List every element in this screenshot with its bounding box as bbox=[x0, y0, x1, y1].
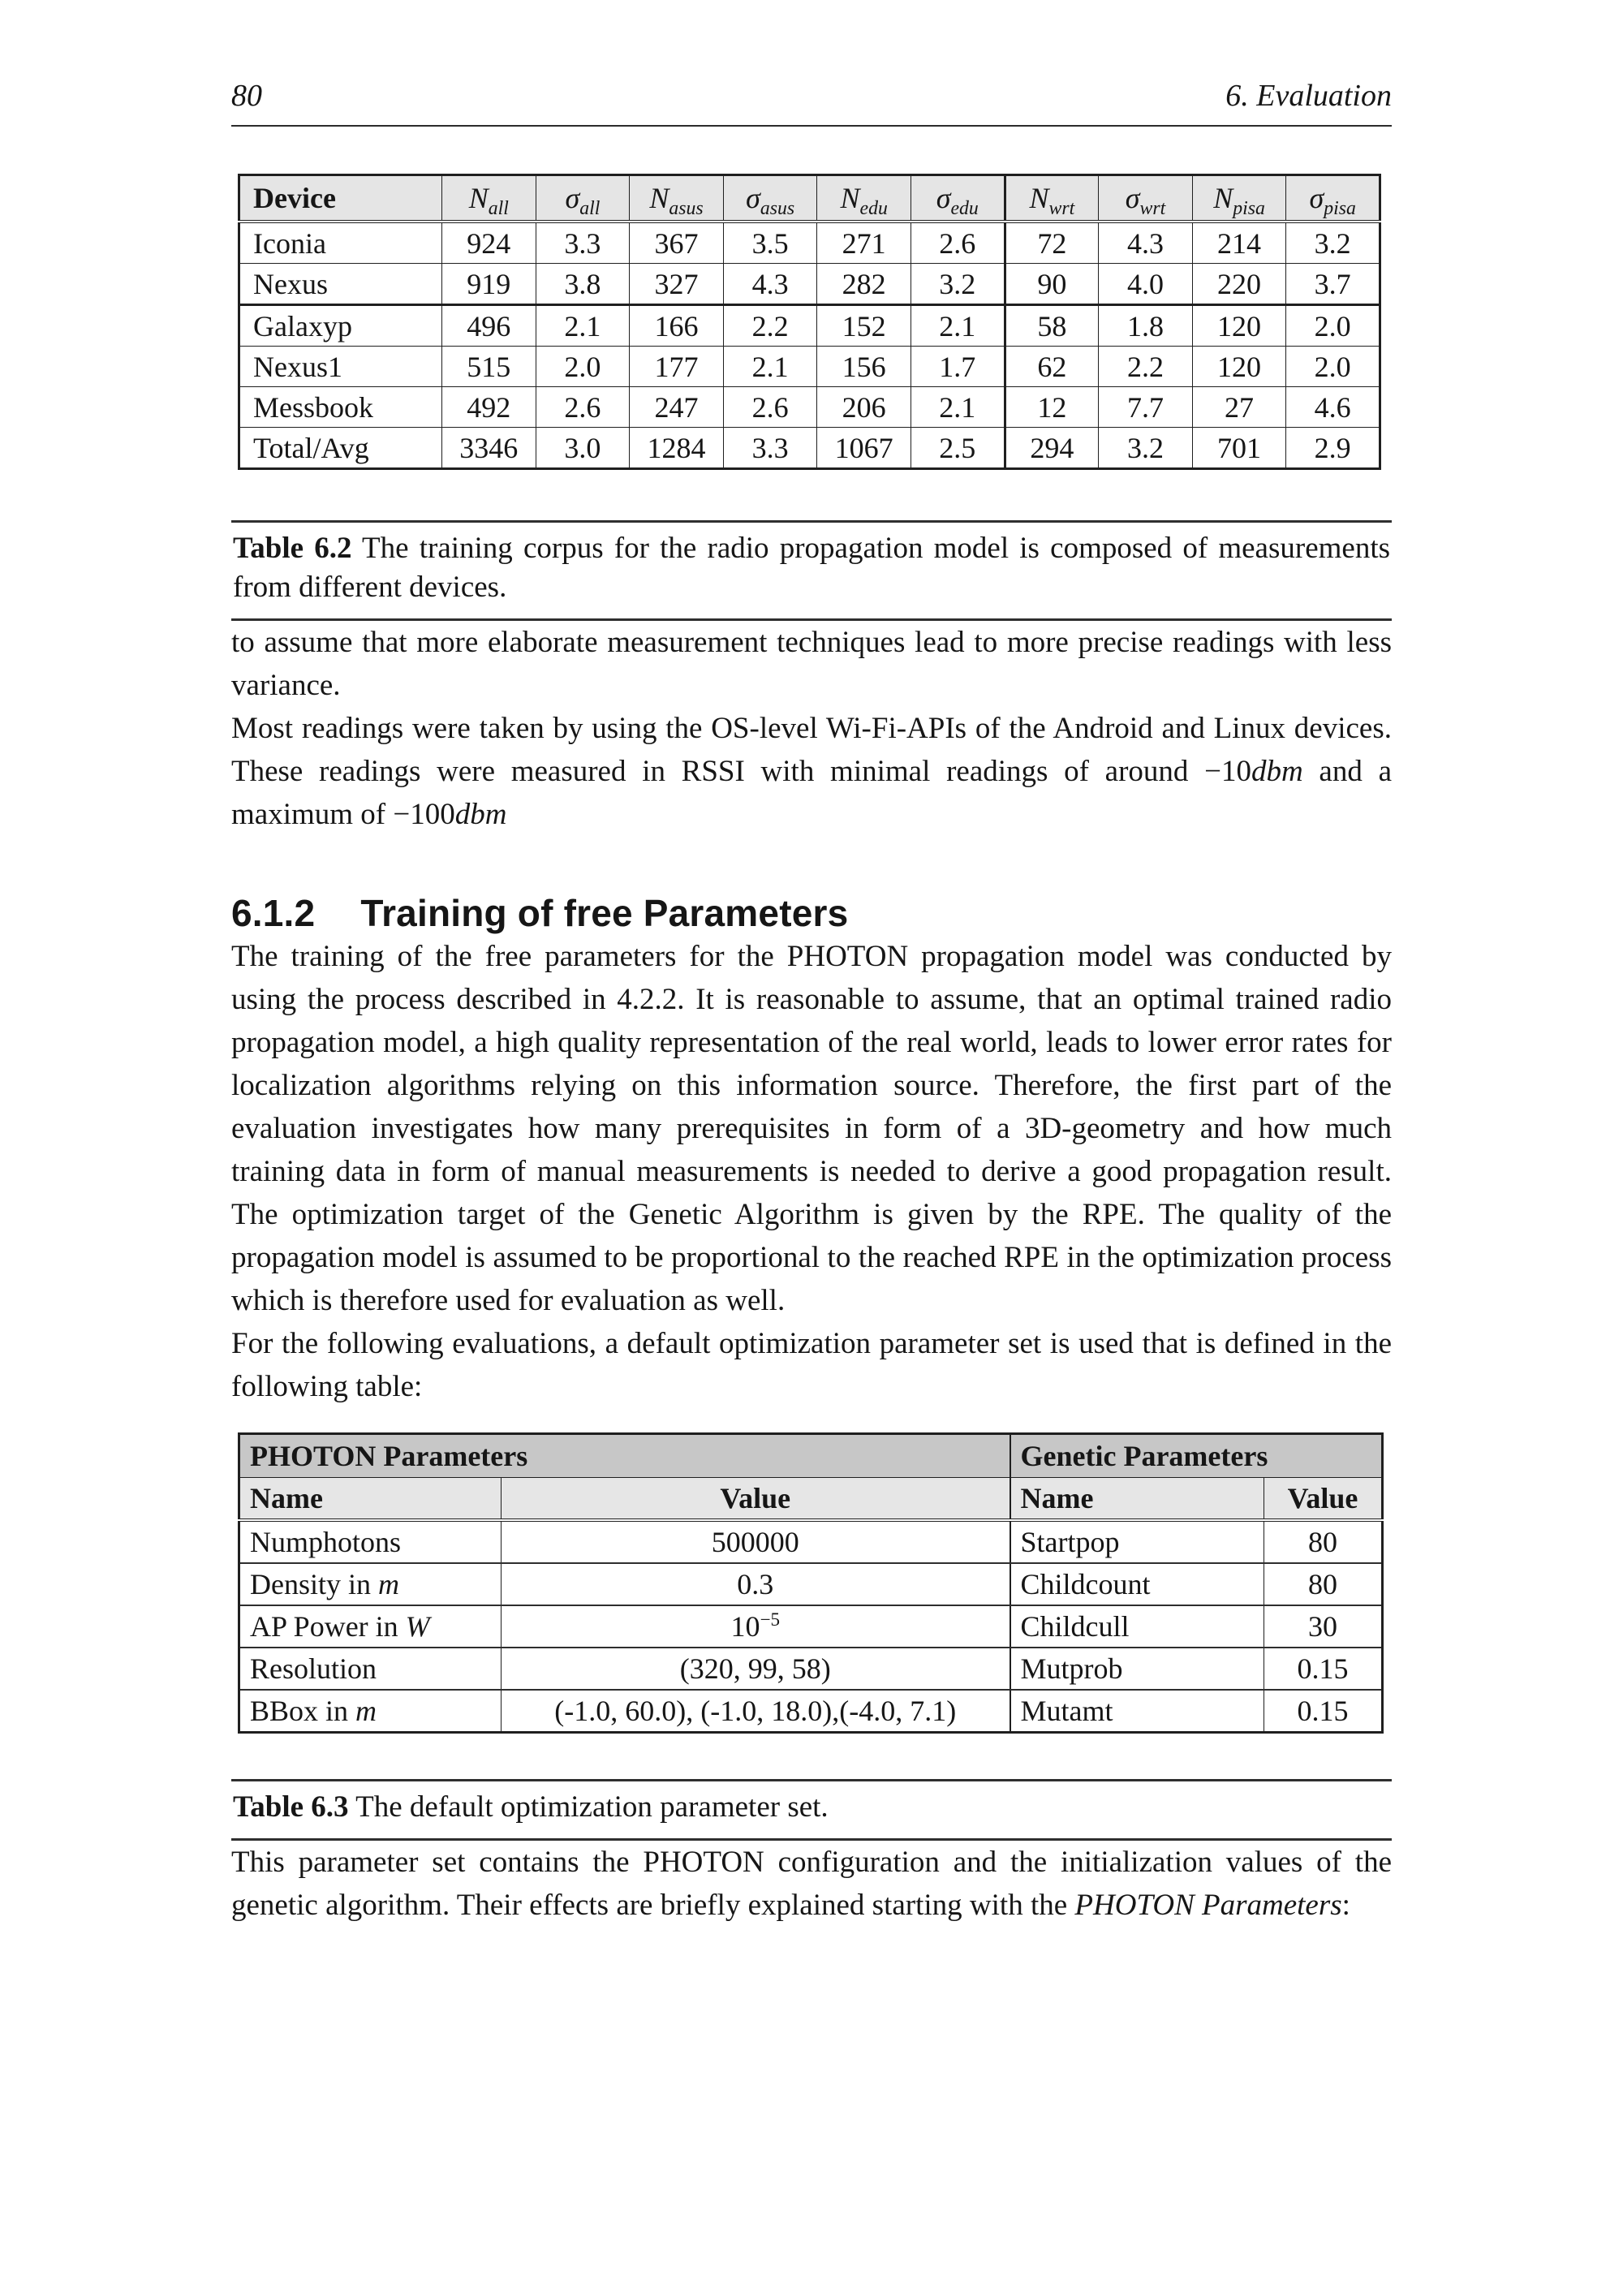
t62-value: 4.0 bbox=[1099, 264, 1193, 305]
page-content bbox=[231, 0, 1392, 1927]
t63-param-name: Numphotons bbox=[239, 1520, 502, 1563]
optimization-parameters-table-head bbox=[239, 1434, 1383, 1521]
t62-value: 1.7 bbox=[911, 347, 1005, 387]
t62-value: 2.2 bbox=[1099, 347, 1193, 387]
optimization-parameters-table-body bbox=[239, 1520, 1383, 1733]
t62-value: 62 bbox=[1005, 347, 1099, 387]
t62-value: 3.3 bbox=[536, 222, 630, 264]
t63-column-header-value-photon: Value bbox=[502, 1478, 1010, 1521]
t62-value: 120 bbox=[1192, 347, 1286, 387]
t62-value: 2.1 bbox=[723, 347, 817, 387]
page-number: 80 bbox=[231, 79, 262, 113]
t62-value: 156 bbox=[817, 347, 911, 387]
t63-param-value: 0.15 bbox=[1264, 1690, 1383, 1733]
t62-value: 4.3 bbox=[1099, 222, 1193, 264]
t62-device-name: Galaxyp bbox=[239, 305, 442, 347]
t63-row bbox=[239, 1520, 1383, 1563]
t62-value: 3.2 bbox=[1286, 222, 1380, 264]
table-6-3-caption bbox=[231, 1779, 1392, 1841]
t62-column-header-sigma-edu: $\sigma_{edu}$ bbox=[911, 175, 1005, 222]
t63-param-name: Density in m bbox=[239, 1563, 502, 1605]
device-measurements-table-head bbox=[239, 175, 1380, 222]
t63-param-name: Childcull bbox=[1010, 1605, 1264, 1648]
table-6-2-caption bbox=[231, 520, 1392, 621]
t63-column-header-value-genetic: Value bbox=[1264, 1478, 1383, 1521]
table-6-2-caption-text: The training corpus for the radio propagation model is composed of measurements from different devices. bbox=[233, 532, 1390, 604]
t63-param-name: Mutprob bbox=[1010, 1648, 1264, 1690]
paragraph-training: The training of the free parameters for the PHOTON propagation model was conducted by using the process described in 4.2.2. It is reasonable to assume, that an optimal trained radio propagation model, a high quality representation of the real world, leads to lower error rates for localization algorithms relying on this information source. Therefore, the first part of the evaluation investigates how many prerequisites in form of a 3D-geometry and how much training data in form of manual measurements is needed to derive a good propagation result. The optimization target of the Genetic Algorithm is given by the RPE. The quality of the propagation model is assumed to be proportional to the reached RPE in the optimization process which is therefore used for evaluation as well. bbox=[231, 940, 1392, 1317]
t62-value: 3.2 bbox=[1099, 428, 1193, 469]
t62-value: 4.6 bbox=[1286, 387, 1380, 428]
t62-value: 120 bbox=[1192, 305, 1286, 347]
t63-param-value: 80 bbox=[1264, 1563, 1383, 1605]
t62-value: 2.6 bbox=[723, 387, 817, 428]
t62-value: 90 bbox=[1005, 264, 1099, 305]
paragraph-variance: to assume that more elaborate measurement techniques lead to more precise readings with less variance. bbox=[231, 626, 1392, 702]
t62-value: 177 bbox=[630, 347, 724, 387]
t63-group-header-photon: PHOTON Parameters bbox=[239, 1434, 1010, 1478]
chapter-header: 6. Evaluation bbox=[1225, 79, 1392, 113]
t63-param-value: 30 bbox=[1264, 1605, 1383, 1648]
t63-param-value: (-1.0, 60.0), (-1.0, 18.0),(-4.0, 7.1) bbox=[502, 1690, 1010, 1733]
t62-value: 206 bbox=[817, 387, 911, 428]
t62-row-nexus1 bbox=[239, 347, 1380, 387]
table-6-3-caption-text: The default optimization parameter set. bbox=[355, 1790, 829, 1824]
t62-value: 3.7 bbox=[1286, 264, 1380, 305]
t62-device-name: Messbook bbox=[239, 387, 442, 428]
t62-value: 2.0 bbox=[536, 347, 630, 387]
t62-value: 214 bbox=[1192, 222, 1286, 264]
t62-value: 220 bbox=[1192, 264, 1286, 305]
t63-row bbox=[239, 1605, 1383, 1648]
paragraph-readings: Most readings were taken by using the OS-level Wi-Fi-APIs of the Android and Linux devices. These readings were measured in RSSI with minimal readings of around −10dbm and a maximum of −100dbm bbox=[231, 712, 1392, 831]
t62-value: 2.1 bbox=[911, 305, 1005, 347]
t62-value: 3.5 bbox=[723, 222, 817, 264]
t62-value: 7.7 bbox=[1099, 387, 1193, 428]
t62-row-galaxyp bbox=[239, 305, 1380, 347]
t62-value: 2.0 bbox=[1286, 305, 1380, 347]
t62-value: 492 bbox=[442, 387, 536, 428]
t63-row bbox=[239, 1648, 1383, 1690]
t63-column-header-name-photon: Name bbox=[239, 1478, 502, 1521]
t62-value: 2.5 bbox=[911, 428, 1005, 469]
t62-column-header-sigma-pisa: $\sigma_{pisa}$ bbox=[1286, 175, 1380, 222]
t62-value: 1.8 bbox=[1099, 305, 1193, 347]
t62-value: 2.1 bbox=[536, 305, 630, 347]
t62-row-iconia bbox=[239, 222, 1380, 264]
t63-param-name: AP Power in W bbox=[239, 1605, 502, 1648]
t62-device-name: Total/Avg bbox=[239, 428, 442, 469]
t63-row bbox=[239, 1690, 1383, 1733]
t63-column-header-row bbox=[239, 1478, 1383, 1521]
t62-column-header-sigma-asus: $\sigma_{asus}$ bbox=[723, 175, 817, 222]
t62-column-header-n-pisa: $N_{pisa}$ bbox=[1192, 175, 1286, 222]
t63-param-name: Mutamt bbox=[1010, 1690, 1264, 1733]
t62-device-name: Iconia bbox=[239, 222, 442, 264]
device-measurements-table-body bbox=[239, 222, 1380, 469]
t62-column-header-sigma-wrt: $\sigma_{wrt}$ bbox=[1099, 175, 1193, 222]
t62-column-header-n-edu: $N_{edu}$ bbox=[817, 175, 911, 222]
t63-param-value: 0.15 bbox=[1264, 1648, 1383, 1690]
t63-param-value: (320, 99, 58) bbox=[502, 1648, 1010, 1690]
t62-value: 3.3 bbox=[723, 428, 817, 469]
t62-row-messbook bbox=[239, 387, 1380, 428]
table-6-3-caption-label: Table 6.3 bbox=[233, 1790, 349, 1824]
t62-value: 2.2 bbox=[723, 305, 817, 347]
t62-value: 58 bbox=[1005, 305, 1099, 347]
t63-row bbox=[239, 1563, 1383, 1605]
t62-value: 72 bbox=[1005, 222, 1099, 264]
t62-device-name: Nexus bbox=[239, 264, 442, 305]
t63-param-name: BBox in m bbox=[239, 1690, 502, 1733]
t62-row-total-avg bbox=[239, 428, 1380, 469]
t62-value: 924 bbox=[442, 222, 536, 264]
section-heading bbox=[231, 891, 1392, 935]
t62-value: 367 bbox=[630, 222, 724, 264]
t62-column-header-n-wrt: $N_{wrt}$ bbox=[1005, 175, 1099, 222]
t62-value: 166 bbox=[630, 305, 724, 347]
t62-value: 271 bbox=[817, 222, 911, 264]
t63-param-value: 500000 bbox=[502, 1520, 1010, 1563]
t62-row-nexus bbox=[239, 264, 1380, 305]
t63-param-name: Childcount bbox=[1010, 1563, 1264, 1605]
t63-group-header-row bbox=[239, 1434, 1383, 1478]
t62-column-header-n-all: $N_{all}$ bbox=[442, 175, 536, 222]
t63-param-value: 0.3 bbox=[502, 1563, 1010, 1605]
t62-value: 12 bbox=[1005, 387, 1099, 428]
t62-value: 701 bbox=[1192, 428, 1286, 469]
t62-value: 27 bbox=[1192, 387, 1286, 428]
t62-value: 4.3 bbox=[723, 264, 817, 305]
t62-value: 152 bbox=[817, 305, 911, 347]
t63-group-header-genetic: Genetic Parameters bbox=[1010, 1434, 1383, 1478]
t62-device-name: Nexus1 bbox=[239, 347, 442, 387]
t62-value: 3346 bbox=[442, 428, 536, 469]
t63-param-name: Resolution bbox=[239, 1648, 502, 1690]
t62-value: 2.9 bbox=[1286, 428, 1380, 469]
t62-value: 247 bbox=[630, 387, 724, 428]
section-number: 6.1.2 bbox=[231, 892, 316, 934]
t62-column-header-n-asus: $N_{asus}$ bbox=[630, 175, 724, 222]
t62-value: 919 bbox=[442, 264, 536, 305]
t62-value: 2.1 bbox=[911, 387, 1005, 428]
t63-column-header-name-genetic: Name bbox=[1010, 1478, 1264, 1521]
t63-param-name: Startpop bbox=[1010, 1520, 1264, 1563]
t62-value: 2.6 bbox=[911, 222, 1005, 264]
t62-value: 282 bbox=[817, 264, 911, 305]
t63-param-value: $10^{-5}$ bbox=[502, 1605, 1010, 1648]
device-measurements-table bbox=[238, 174, 1381, 470]
t63-param-value: 80 bbox=[1264, 1520, 1383, 1563]
t62-value: 3.8 bbox=[536, 264, 630, 305]
t62-value: 1067 bbox=[817, 428, 911, 469]
t62-value: 515 bbox=[442, 347, 536, 387]
t62-value: 2.6 bbox=[536, 387, 630, 428]
t62-value: 3.2 bbox=[911, 264, 1005, 305]
t62-column-header-device: Device bbox=[239, 175, 442, 222]
t62-value: 294 bbox=[1005, 428, 1099, 469]
t62-value: 496 bbox=[442, 305, 536, 347]
t62-value: 3.0 bbox=[536, 428, 630, 469]
optimization-parameters-table bbox=[238, 1432, 1384, 1734]
section-title: Training of free Parameters bbox=[360, 892, 849, 934]
t62-value: 2.0 bbox=[1286, 347, 1380, 387]
t62-value: 327 bbox=[630, 264, 724, 305]
t62-header-row bbox=[239, 175, 1380, 222]
t62-value: 1284 bbox=[630, 428, 724, 469]
paragraph-parameter-effects: This parameter set contains the PHOTON configuration and the initialization values of the genetic algorithm. Their effects are briefly explained starting with the PHOTON Parameters: bbox=[231, 1846, 1392, 1922]
paragraph-default-set: For the following evaluations, a default optimization parameter set is used that is defined in the following table: bbox=[231, 1327, 1392, 1403]
table-6-2-caption-label: Table 6.2 bbox=[233, 532, 352, 565]
running-head bbox=[231, 78, 1392, 127]
t62-column-header-sigma-all: $\sigma_{all}$ bbox=[536, 175, 630, 222]
